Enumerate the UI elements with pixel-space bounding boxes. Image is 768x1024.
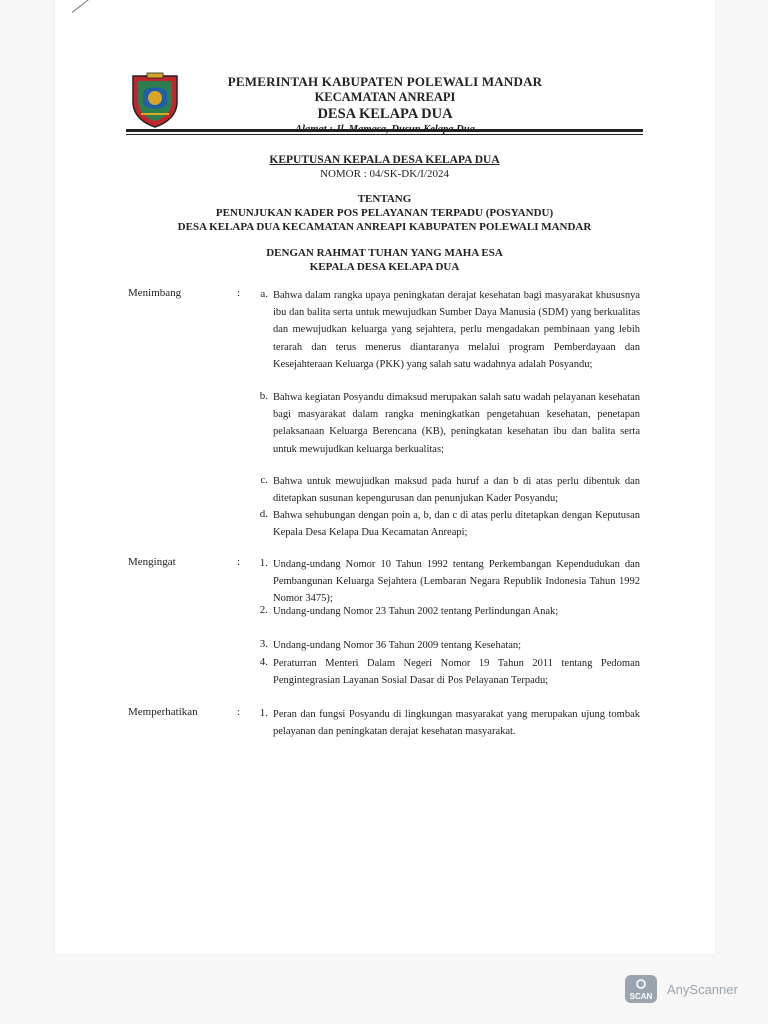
section-colon: : <box>237 706 241 718</box>
decree-subject-line2: DESA KELAPA DUA KECAMATAN ANREAPI KABUPATEN POLEWALI MANDAR <box>177 221 592 233</box>
legal-basis-item: Undang-undang Nomor 10 Tahun 1992 tentang Perkembangan Kependudukan dan Pembangunan Keluarga Sejahtera (Lembaran Negara Republik Indonesia Tahun 1992 Nomor 3475); <box>273 559 640 605</box>
anyscanner-brand: AnyScanner <box>667 982 738 997</box>
item-marker: 4. <box>259 656 268 668</box>
section-label-menimbang: Menimbang <box>128 287 182 299</box>
village-name: DESA KELAPA DUA <box>317 106 453 122</box>
item-marker: 1. <box>259 707 268 719</box>
item-marker: 2. <box>259 604 268 616</box>
item-marker: d. <box>259 508 268 520</box>
letterhead <box>190 74 580 137</box>
decree-title: KEPUTUSAN KEPALA DESA KELAPA DUA <box>269 154 500 166</box>
item-marker: c. <box>260 474 268 486</box>
item-marker: 3. <box>259 638 268 650</box>
grace-line2: KEPALA DESA KELAPA DUA <box>309 261 460 273</box>
anyscanner-scan-icon <box>624 974 658 1004</box>
decree-number: NOMOR : 04/SK-DK/I/2024 <box>320 168 449 180</box>
item-marker: 1. <box>259 557 268 569</box>
section-colon: : <box>237 287 241 299</box>
decree-subject-line1: PENUNJUKAN KADER POS PELAYANAN TERPADU (POSYANDU) <box>215 207 554 219</box>
section-label-memperhatikan: Memperhatikan <box>128 706 198 718</box>
legal-basis-item: Undang-undang Nomor 36 Tahun 2009 tentang Kesehatan; <box>273 640 522 651</box>
consideration-item: Bahwa untuk mewujudkan maksud pada huruf a dan b di atas perlu dibentuk dan ditetapkan susunan kepengurusan dan penunjukan Kader Posyandu; <box>273 476 640 505</box>
item-marker: a. <box>260 288 268 300</box>
grace-line1: DENGAN RAHMAT TUHAN YANG MAHA ESA <box>266 247 503 259</box>
legal-basis-item: Peraturran Menteri Dalam Negeri Nomor 19 Tahun 2011 tentang Pedoman Pengintegrasian Layanan Sosial Dasar di Pos Pelayanan Terpadu; <box>273 658 640 687</box>
observation-item: Peran dan fungsi Posyandu di lingkungan masyarakat yang merupakan ujung tombak pelayanan dan peningkatan derajat kesehatan masyarakat. <box>273 709 640 738</box>
item-marker: b. <box>259 390 268 402</box>
scan-badge-label: SCAN <box>629 992 653 1001</box>
consideration-item: Bahwa kegiatan Posyandu dimaksud merupakan salah satu wadah pelayanan kesehatan bagi masyarakat dalam rangka meningkatkan pengetahuan kesehatan, penetapan pelaksanaan Keluarga Berencana (KB), peningkatan kesehatan ibu dan balita serta untuk mewujudkan keluarga berkualitas; <box>273 392 640 455</box>
section-label-mengingat: Mengingat <box>128 556 176 568</box>
legal-basis-item: Undang-undang Nomor 23 Tahun 2002 tentang Perlindungan Anak; <box>273 606 559 617</box>
regency-emblem-icon <box>127 70 183 128</box>
government-name: PEMERINTAH KABUPATEN POLEWALI MANDAR <box>227 74 543 89</box>
decree-about: TENTANG <box>357 193 412 205</box>
consideration-item: Bahwa sehubungan dengan poin a, b, dan c di atas perlu ditetapkan dengan Keputusan Kepala Desa Kelapa Dua Kecamatan Anreapi; <box>273 510 640 539</box>
section-colon: : <box>237 556 241 568</box>
district-name: KECAMATAN ANREAPI <box>314 90 456 104</box>
letterhead-rule-thin <box>126 134 643 135</box>
letterhead-rule-thick <box>126 129 643 132</box>
consideration-item: Bahwa dalam rangka upaya peningkatan derajat kesehatan bagi masyarakat khususnya ibu dan balita serta untuk mewujudkan Sumber Daya Manusia (SDM) yang berkualitas dan mewujudkan keluarga yang sejahtera, perlu mengadakan pembinaan yang lebih terarah dan terus menerus diantaranya melalui program Pemberdayaan dan Kesejahteraan Keluarga (PKK) yang salah satu wadahnya adalah Posyandu; <box>273 290 640 370</box>
